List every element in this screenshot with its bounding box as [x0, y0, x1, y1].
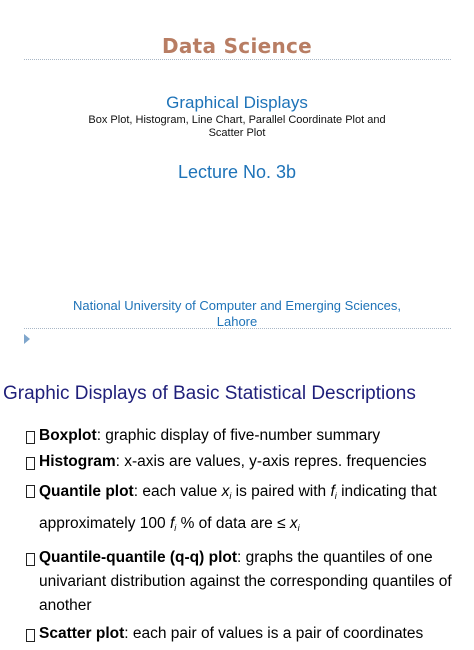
checkbox-bullet-icon — [26, 485, 35, 498]
bullet-text: % of data are ≤ — [176, 515, 290, 532]
checkbox-bullet-icon — [26, 431, 35, 444]
bullet-text: : graphic display of five-number summary — [96, 427, 381, 444]
subscript: i — [334, 491, 337, 501]
bullet-text: is paired with — [231, 483, 331, 500]
checkbox-bullet-icon — [26, 457, 35, 470]
subscript: i — [174, 523, 177, 533]
var-x: x — [289, 515, 298, 532]
list-item — [26, 478, 474, 542]
checkbox-bullet-icon — [26, 629, 35, 642]
subscript: i — [297, 523, 300, 533]
bullet-text: : x-axis are values, y-axis repres. frequencies — [115, 453, 427, 470]
play-arrow-icon[interactable] — [24, 334, 30, 344]
university-text: National University of Computer and Emerging Sciences, Lahore — [72, 298, 402, 329]
bullet-text: : each pair of values is a pair of coordinates — [124, 625, 424, 642]
lecture-number: Lecture No. 3b — [177, 162, 297, 182]
list-item — [26, 450, 474, 474]
bullet-term: Scatter plot — [39, 625, 125, 642]
slide-description — [0, 114, 474, 140]
bullet-text: indicating that approximately 100 — [39, 483, 437, 532]
var-f: f — [169, 515, 175, 532]
checkbox-bullet-icon — [26, 553, 35, 566]
divider — [24, 59, 451, 60]
subscript: i — [229, 491, 232, 501]
document-title: Data Science — [161, 34, 313, 58]
slide-subtitle: Graphical Displays — [166, 93, 308, 112]
list-item — [26, 424, 474, 448]
bullet-term: Histogram — [39, 453, 116, 470]
bullet-list — [26, 424, 474, 650]
bullet-text: : each value — [133, 483, 222, 500]
description-text: Box Plot, Histogram, Line Chart, Parallel Coordinate Plot and Scatter Plot — [88, 114, 386, 139]
var-f: f — [330, 483, 335, 500]
slide-heading: Graphic Displays of Basic Statistical Descriptions — [3, 383, 416, 404]
list-item — [26, 622, 474, 646]
var-x: x — [221, 483, 230, 500]
bullet-term: Quantile-quantile (q-q) plot — [39, 549, 238, 566]
divider — [24, 328, 451, 329]
bullet-term: Quantile plot — [39, 483, 134, 500]
university-name — [0, 298, 474, 330]
bullet-text: : graphs the quantiles of one univariant distribution against the corresponding quantiles of another — [39, 549, 452, 614]
list-item — [26, 546, 474, 618]
bullet-term: Boxplot — [39, 427, 97, 444]
